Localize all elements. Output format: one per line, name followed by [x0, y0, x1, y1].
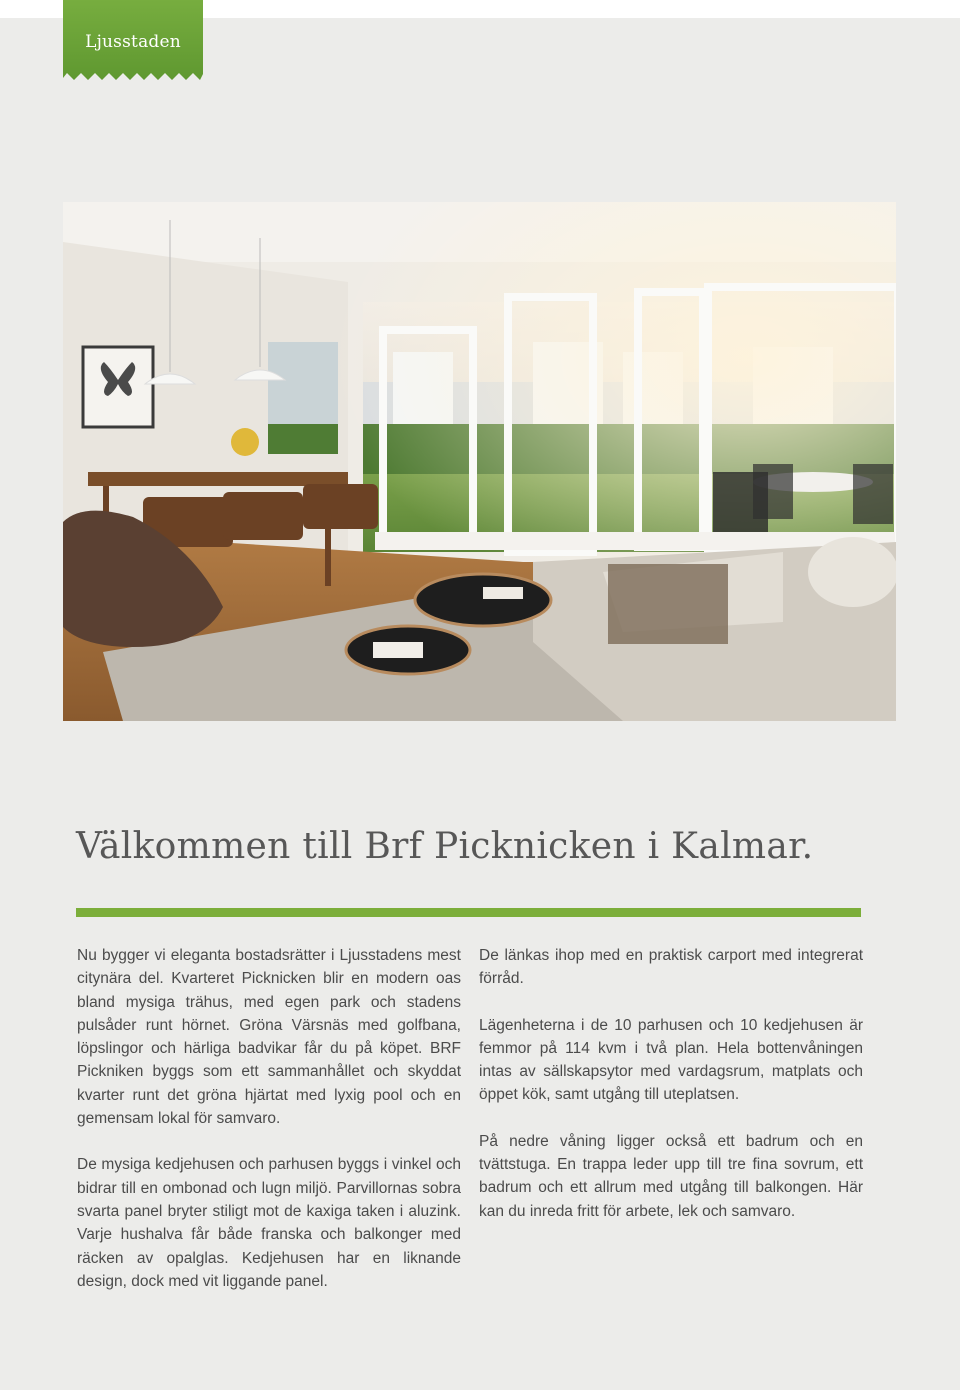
body-paragraph: De länkas ihop med en praktisk carport med integrerat förråd.: [479, 947, 863, 988]
body-paragraph: På nedre våning ligger också ett badrum och en tvättstuga. En trappa leder upp till tre fina sovrum, ett badrum och ett allrum med utgång till balkongen. Här kan du inreda fritt för arbete, lek och samvaro.: [479, 1132, 863, 1220]
body-right-column: [479, 944, 863, 1246]
body-paragraph: Nu bygger vi eleganta bostadsrätter i Ljusstadens mest citynära del. Kvarteret Picknicken blir en modern oas bland mysiga trähus, med egen park och stadens pulsåder runt hörnet. Gröna Värsnäs med golfbana, löpslingor och härliga badvikar får du på köpet. BRF Pickniken byggs som ett sammanhållet och skyddat kvarter runt det gröna hjärtat med lyxig pool och en gemensam lokal för samvaro.: [77, 947, 461, 1128]
body-left-column: [77, 944, 461, 1316]
hero-image: [63, 202, 896, 721]
body-paragraph: De mysiga kedjehusen och parhusen byggs i vinkel och bidrar till en ombonad och lugn miljö. Parvillornas sobra svarta panel bryter stiligt mot de kaxiga taken i aluzink. Varje hushalva får både franska och balkonger med räcken av opalglas. Kedjehusen har en liknande design, dock med vit liggande panel.: [77, 1156, 461, 1290]
title-divider: [76, 908, 861, 917]
section-tab-label: Ljusstaden: [85, 32, 181, 52]
page-title: Välkommen till Brf Picknicken i Kalmar.: [76, 826, 814, 867]
living-room-illustration: [63, 202, 896, 721]
section-tab: [63, 0, 203, 80]
body-paragraph: Lägenheterna i de 10 parhusen och 10 kedjehusen är femmor på 114 kvm i två plan. Hela bottenvåningen intas av sällskapsytor med vardagsrum, matplats och öppet kök, samt utgång till uteplatsen.: [479, 1016, 863, 1104]
